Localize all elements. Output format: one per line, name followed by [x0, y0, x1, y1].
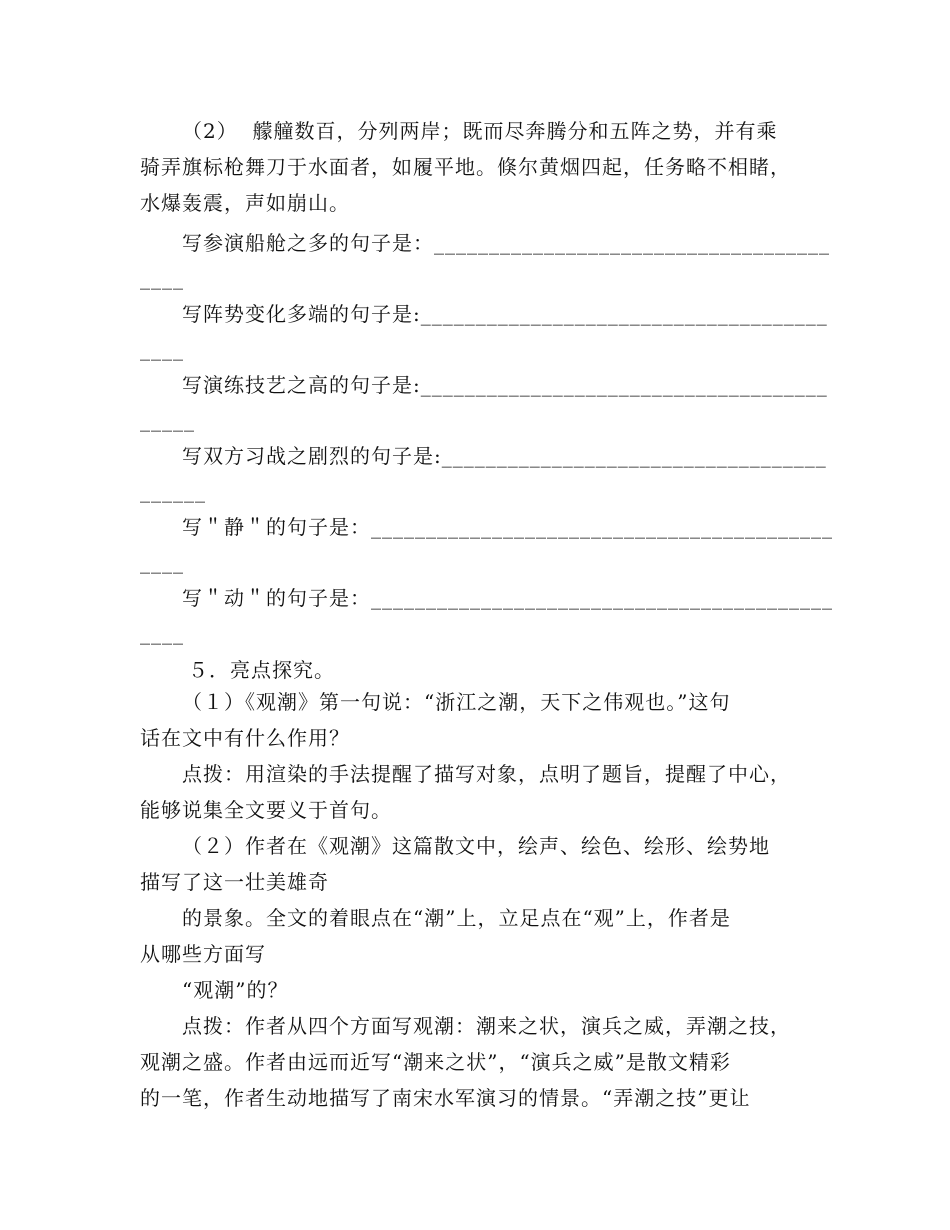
text-line: 骑弄旗标枪舞刀于水面者，如履平地。倏尔黄烟四起，任务略不相睹， [140, 155, 791, 179]
fill-in-question-line: 写＂静＂的句子是：__________________________________________ [182, 515, 833, 539]
text-line: （2） 艨艟数百，分列两岸；既而尽奔腾分和五阵之势，并有乘 [182, 119, 778, 143]
fill-in-question-line: 写＂动＂的句子是：__________________________________________ [182, 586, 833, 610]
fill-in-answer-line: ____ [140, 550, 184, 574]
fill-in-question-line: 写演练技艺之高的句子是:_____________________________________ [182, 373, 828, 397]
text-line: 话在文中有什么作用？ [140, 726, 350, 750]
text-line: 能够说集全文要义于首句。 [140, 798, 392, 822]
fill-in-answer-line: _____ [140, 408, 195, 432]
text-line: 观潮之盛。作者由远而近写“潮来之状”，“演兵之威”是散文精彩 [140, 1050, 731, 1074]
fill-in-answer-line: ______ [140, 479, 206, 503]
fill-in-question-line: 写参演船舱之多的句子是：____________________________________ [182, 231, 830, 255]
fill-in-answer-line: ____ [140, 266, 184, 290]
text-line: 水爆轰震，声如崩山。 [140, 191, 350, 215]
fill-in-answer-line: ____ [140, 621, 184, 645]
fill-in-answer-line: ____ [140, 337, 184, 361]
text-line: 的景象。全文的着眼点在“潮”上，立足点在“观”上，作者是 [182, 906, 731, 930]
text-line: 点拨：用渲染的手法提醒了描写对象，点明了题旨，提醒了中心， [182, 762, 791, 786]
text-line: 的一笔，作者生动地描写了南宋水军演习的情景。“弄潮之技”更让 [140, 1086, 751, 1110]
fill-in-question-line: 写双方习战之剧烈的句子是:___________________________________ [182, 444, 827, 468]
text-line: 描写了这一壮美雄奇 [140, 870, 329, 894]
text-line: 从哪些方面写 [140, 942, 266, 966]
text-line: （２）作者在《观潮》这篇散文中，绘声、绘色、绘形、绘势地 [182, 834, 770, 858]
fill-in-question-line: 写阵势变化多端的句子是:_____________________________________ [182, 302, 828, 326]
text-line: “观潮”的？ [182, 978, 289, 1002]
text-line: （１）《观潮》第一句说：“浙江之潮，天下之伟观也。”这句 [182, 690, 731, 714]
text-line: 点拨：作者从四个方面写观潮：潮来之状，演兵之威，弄潮之技， [182, 1014, 791, 1038]
section-heading: ５．亮点探究。 [188, 658, 335, 682]
